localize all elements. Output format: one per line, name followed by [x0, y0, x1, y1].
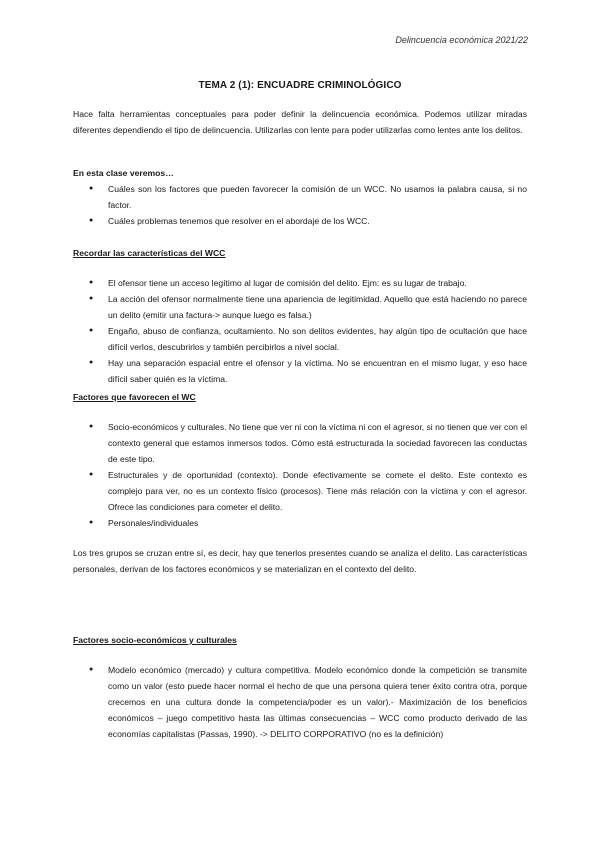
intro-paragraph: Hace falta herramientas conceptuales para poder definir la delincuencia económica. Podemos utilizar miradas diferentes dependiendo el tipo de delincuencia. Utilizarlas con lente para poder utilizarlas como lentes ante los delitos. — [73, 109, 527, 135]
course-header: Delincuencia económica 2021/22 — [395, 35, 528, 45]
list-item: ● La acción del ofensor normalmente tiene una apariencia de legitimidad. Aquello que está haciendo no parece un delito (emitir una factura-> aunque luego es falsa.) — [73, 291, 527, 323]
factors-section — [73, 389, 527, 577]
socio-section — [73, 632, 527, 742]
list-item: ● Cuáles son los factores que pueden favorecer la comisión de un WCC. No usamos la palabra causa, si no factor. — [73, 181, 527, 213]
list-item: ● Estructurales y de oportunidad (contexto). Donde efectivamente se comete el delito. Este contexto es complejo para ver, no es un contexto físico (procesos). Tiene más relación con la víctima y con el agresor. Ofrece las condiciones para cometer el delito. — [73, 467, 527, 515]
factors-section-heading: Factores que favorecen el WC — [73, 392, 196, 402]
wcc-section — [73, 245, 527, 387]
socio-section-list — [73, 662, 527, 742]
list-item: ● Socio-económicos y culturales. No tiene que ver ni con la víctima ni con el agresor, si no tienen que ver con el contexto general que estamos inmersos todos. Cómo está estructurada la sociedad favorecen las conductas de este tipo. — [73, 419, 527, 467]
class-section-heading: En esta clase veremos… — [73, 168, 174, 178]
factors-section-list — [73, 419, 527, 531]
list-item: ● Hay una separación espacial entre el ofensor y la víctima. No se encuentran en el mismo lugar, y eso hace difícil saber quién es la víctima. — [73, 355, 527, 387]
page-title: TEMA 2 (1): ENCUADRE CRIMINOLÓGICO — [198, 80, 402, 91]
factors-summary: Los tres grupos se cruzan entre sí, es decir, hay que tenerlos presentes cuando se analiza el delito. Las características personales, derivan de los factores económicos y se materializan en el contexto del delito. — [73, 548, 527, 574]
socio-section-heading: Factores socio-económicos y culturales — [73, 635, 237, 645]
wcc-section-list — [73, 275, 527, 387]
list-item: ● Engaño, abuso de confianza, ocultamiento. No son delitos evidentes, hay algún tipo de ocultación que hace difícil verlos, descubrirlos y también percibirlos a nivel social. — [73, 323, 527, 355]
class-section-list — [73, 181, 527, 229]
list-item: ● Cuáles problemas tenemos que resolver en el abordaje de los WCC. — [73, 213, 527, 229]
list-item: ● Personales/individuales — [73, 515, 527, 531]
list-item: ● Modelo económico (mercado) y cultura competitiva. Modelo económico donde la competición se transmite como un valor (esto puede hacer normal el hecho de que una persona quiera tener éxito contra otra, porque crecemos en una cultura donde la competencia/poder es un valor).- Maximización de los beneficios económicos – juego competitivo hasta las últimas consecuencias – WCC como producto derivado de las economías capitalistas (Passas, 1990). -> DELITO CORPORATIVO (no es la definición) — [73, 662, 527, 742]
list-item: ● El ofensor tiene un acceso legítimo al lugar de comisión del delito. Ejm: es su lugar de trabajo. — [73, 275, 527, 291]
wcc-section-heading: Recordar las características del WCC — [73, 248, 226, 258]
class-section — [73, 165, 527, 229]
